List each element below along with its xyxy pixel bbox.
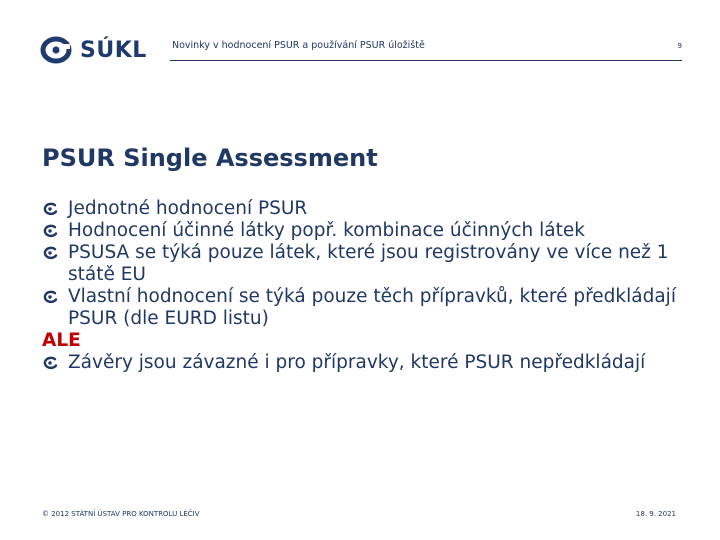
footer-date: 18. 9. 2021 xyxy=(635,510,676,518)
sukl-logo-icon xyxy=(40,36,72,64)
bullet-item xyxy=(42,242,692,286)
header-divider xyxy=(170,60,682,61)
bullet-text: Jednotné hodnocení PSUR xyxy=(68,198,308,219)
bullet-text: Vlastní hodnocení se týká pouze těch přípravků, které předkládají PSUR (dle EURD listu) xyxy=(68,286,676,329)
logo-text: SÚKL xyxy=(80,37,147,63)
footer-copyright: © 2012 STÁTNÍ ÚSTAV PRO KONTROLU LÉČIV xyxy=(42,510,200,518)
bullet-item xyxy=(42,352,692,374)
page-number: 9 xyxy=(677,42,682,50)
header-title: Novinky v hodnocení PSUR a používání PSUR úložiště xyxy=(172,40,425,51)
bullet-text: Závěry jsou závazné i pro přípravky, které PSUR nepředkládají xyxy=(68,352,646,373)
swirl-bullet-icon xyxy=(42,352,68,374)
slide-title: PSUR Single Assessment xyxy=(42,144,378,172)
bullet-text: Hodnocení účinné látky popř. kombinace účinných látek xyxy=(68,220,585,241)
swirl-bullet-icon xyxy=(42,286,68,308)
bullet-item xyxy=(42,286,692,330)
ale-label: ALE xyxy=(42,330,81,351)
sukl-logo xyxy=(40,36,147,64)
slide-content xyxy=(42,198,692,374)
bullet-text: PSUSA se týká pouze látek, které jsou registrovány ve více než 1 státě EU xyxy=(68,242,669,285)
bullet-item xyxy=(42,220,692,242)
bullet-item xyxy=(42,198,692,220)
swirl-bullet-icon xyxy=(42,198,68,220)
swirl-bullet-icon xyxy=(42,220,68,242)
swirl-bullet-icon xyxy=(42,242,68,264)
